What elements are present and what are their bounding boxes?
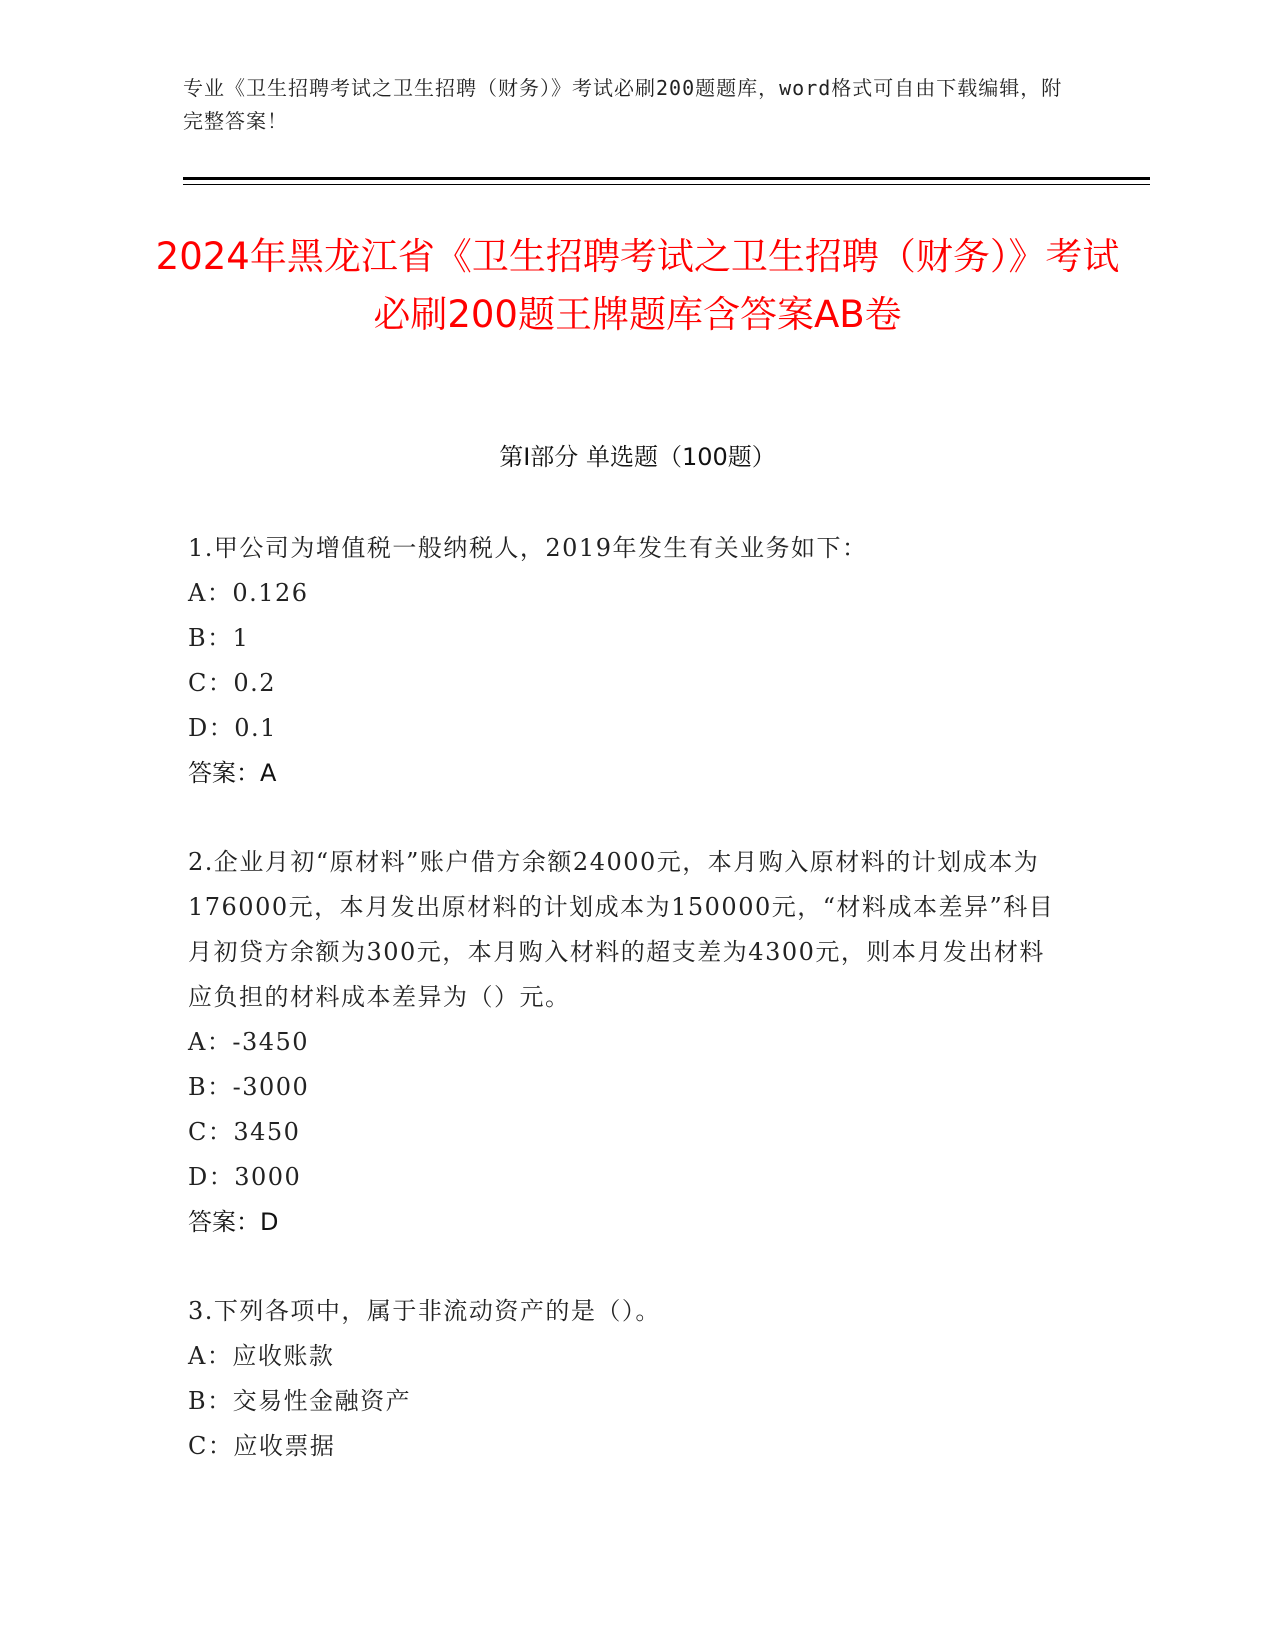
question-2 xyxy=(188,840,1068,1245)
header-divider-thin xyxy=(183,184,1150,185)
option-d: D：0.1 xyxy=(188,714,277,742)
question-text: 1.甲公司为增值税一般纳税人，2019年发生有关业务如下： xyxy=(188,534,868,562)
document-title: 2024年黑龙江省《卫生招聘考试之卫生招聘（财务）》考试必刷200题王牌题库含答案AB卷 xyxy=(155,235,1120,336)
option-b: B：1 xyxy=(188,624,250,652)
header-divider-thick xyxy=(183,177,1150,180)
option-a: A：0.126 xyxy=(188,579,309,607)
question-3 xyxy=(188,1289,1068,1469)
option-a: A：-3450 xyxy=(188,1028,310,1056)
answer-text: 答案：A xyxy=(188,759,277,787)
answer-text: 答案：D xyxy=(188,1208,279,1236)
question-text: 2.企业月初“原材料”账户借方余额24000元，本月购入原材料的计划成本为176000元，本月发出原材料的计划成本为150000元，“材料成本差异”科目月初贷方余额为300元，本月购入材料的超支差为4300元，则本月发出材料应负担的材料成本差异为（）元。 xyxy=(188,848,1055,1011)
option-c: C：0.2 xyxy=(188,669,277,697)
option-b: B：-3000 xyxy=(188,1073,310,1101)
question-list xyxy=(188,526,1068,1513)
option-a: A：应收账款 xyxy=(188,1342,335,1370)
header-note: 专业《卫生招聘考试之卫生招聘（财务）》考试必刷200题题库，word格式可自由下载编辑，附完整答案！ xyxy=(183,76,1063,133)
question-text: 3.下列各项中，属于非流动资产的是（）。 xyxy=(188,1297,661,1325)
option-b: B：交易性金融资产 xyxy=(188,1387,412,1415)
section-heading: 第Ⅰ部分 单选题（100题） xyxy=(499,443,776,471)
option-d: D：3000 xyxy=(188,1163,302,1191)
option-c: C：应收票据 xyxy=(188,1432,336,1460)
option-c: C：3450 xyxy=(188,1118,301,1146)
question-1 xyxy=(188,526,1068,796)
